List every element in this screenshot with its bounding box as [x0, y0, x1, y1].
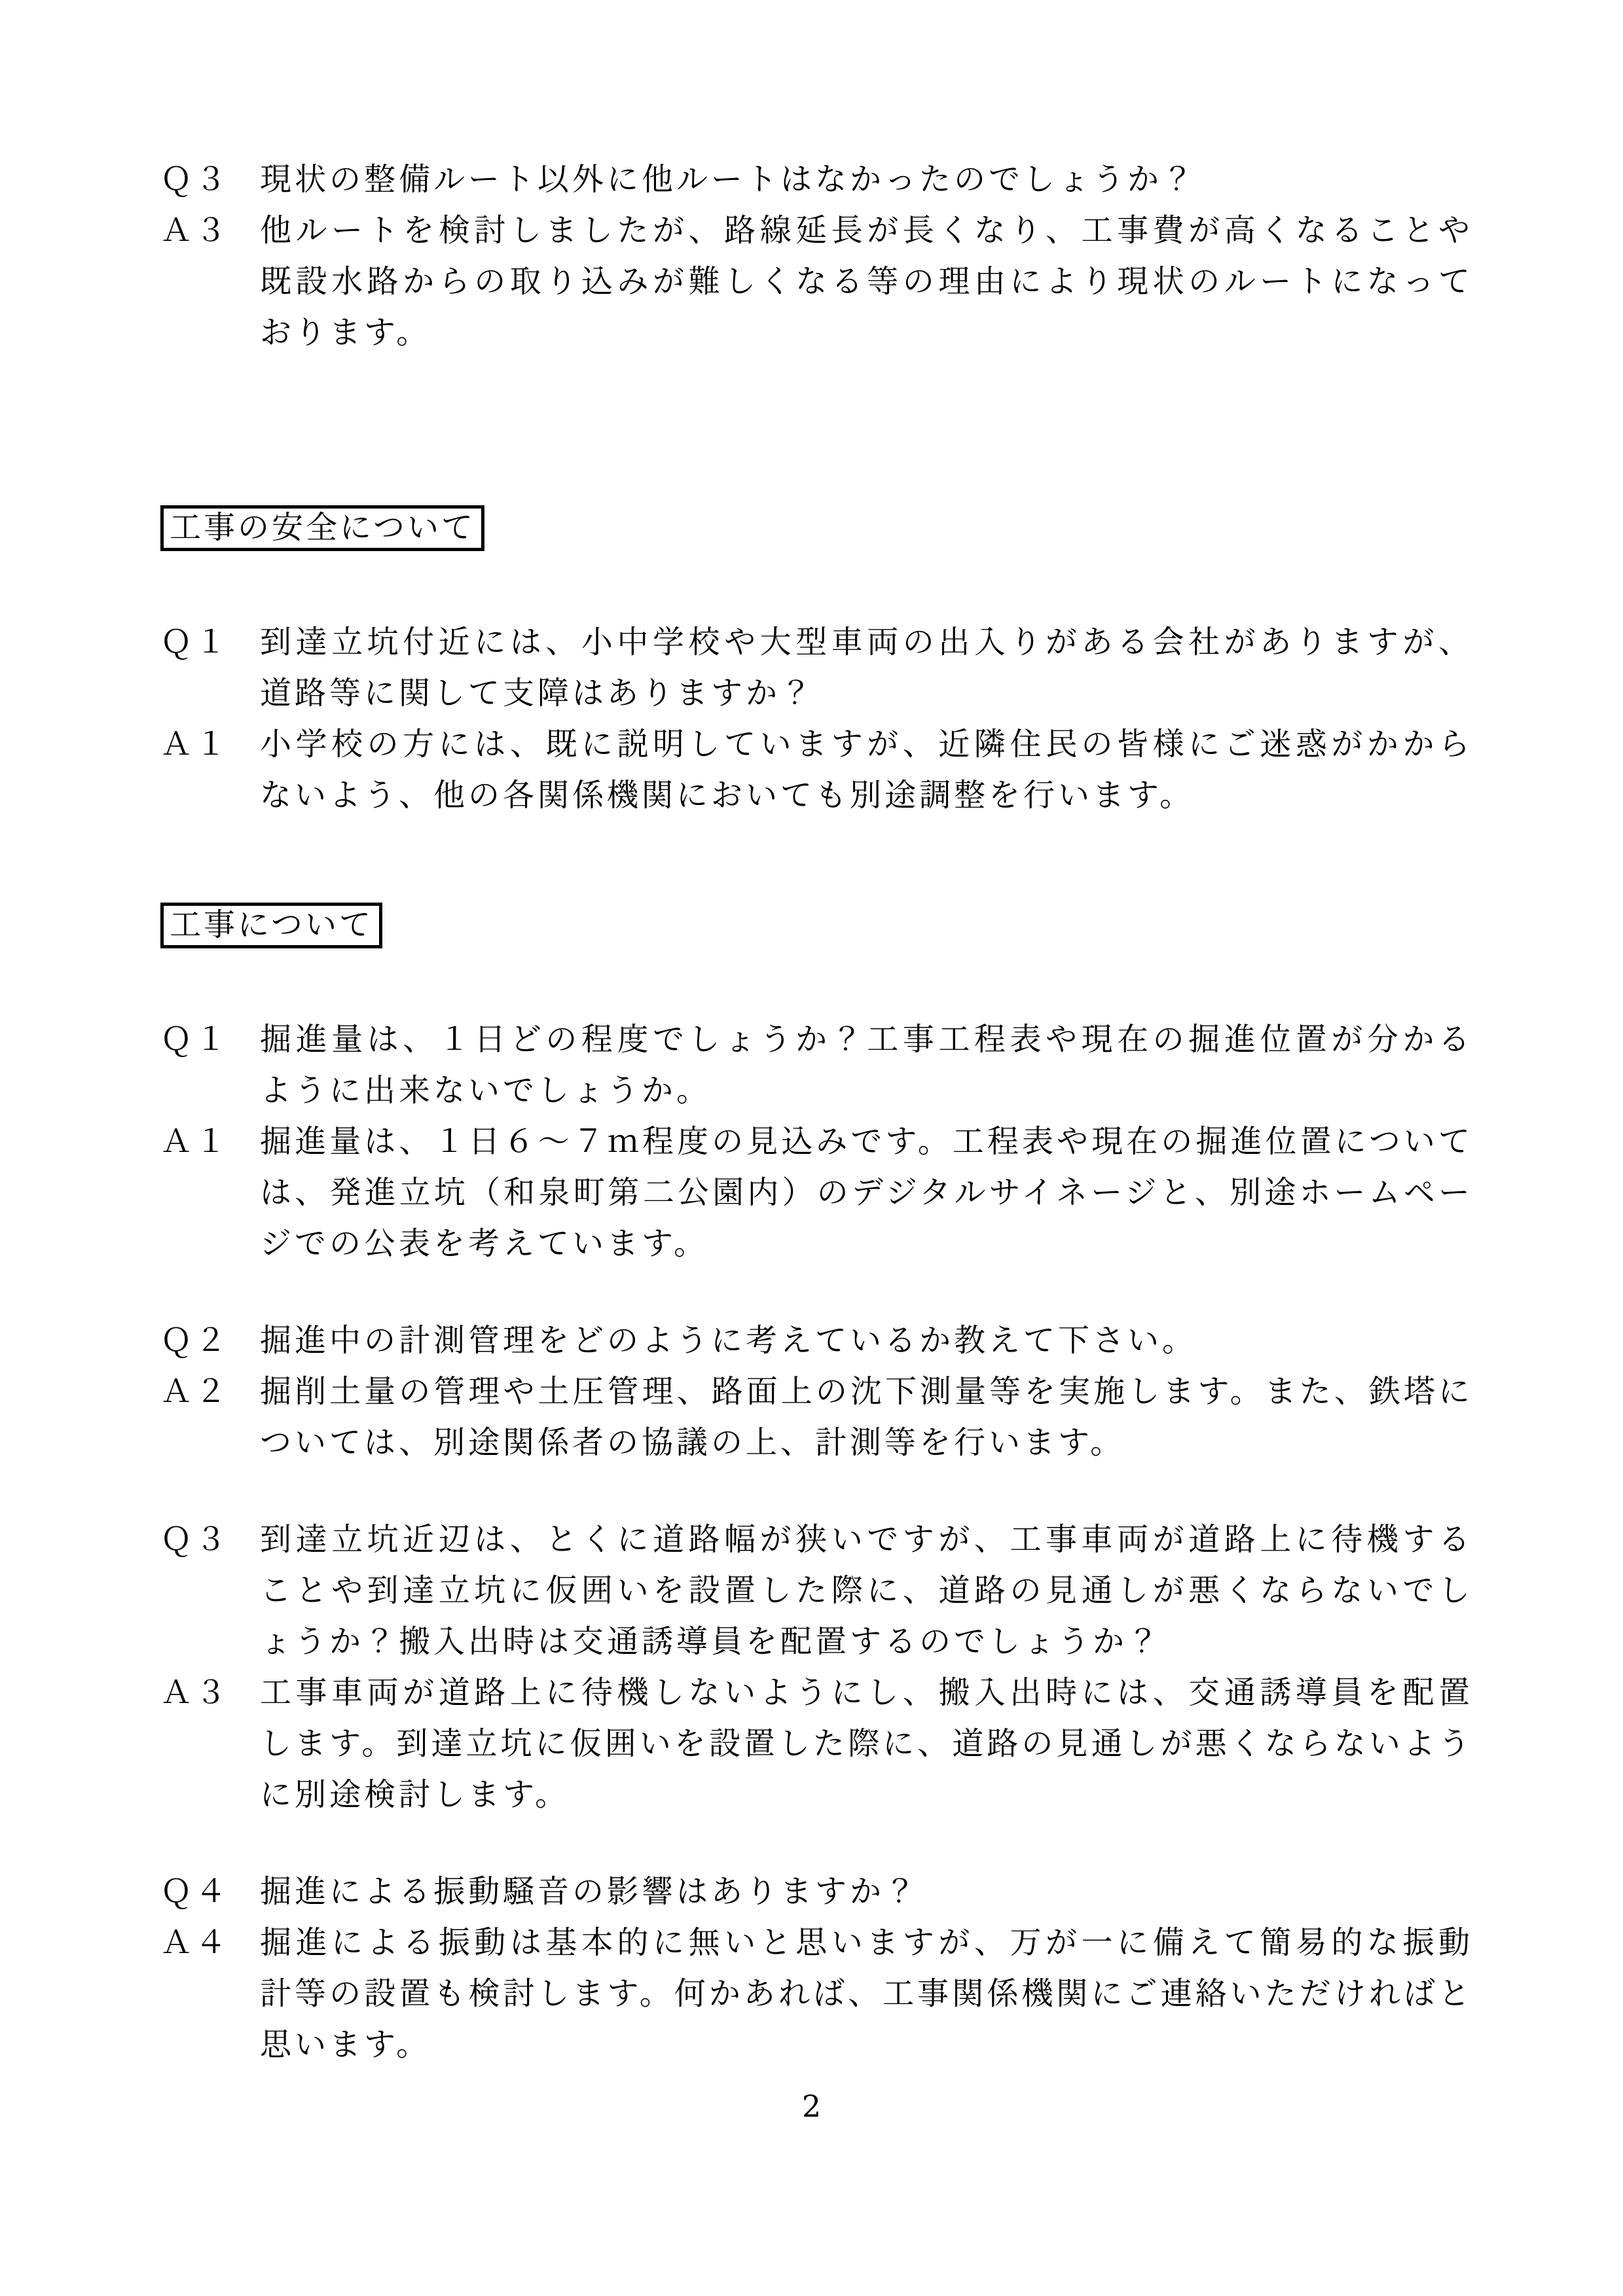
question-label: Ｑ１	[160, 1021, 230, 1058]
document-content	[160, 154, 1473, 2070]
question-row	[160, 1866, 1473, 1917]
answer-text: 掘削土量の管理や土圧管理、路面上の沈下測量等を実施します。また、鉄塔については、別途関係者の協議の上、計測等を行います。	[260, 1373, 1473, 1461]
section-heading-construction-safety: 工事の安全について	[160, 505, 484, 551]
answer-row	[160, 205, 1473, 358]
question-row	[160, 154, 1473, 205]
answer-text: 掘進量は、１日６～７ｍ程度の見込みです。工程表や現在の掘進位置については、発進立坑（和泉町第二公園内）のデジタルサイネージと、別途ホームページでの公表を考えています。	[260, 1123, 1473, 1262]
answer-text: 小学校の方には、既に説明していますが、近隣住民の皆様にご迷惑がかからないよう、他の各関係機関においても別途調整を行います。	[260, 726, 1473, 814]
answer-row	[160, 1917, 1473, 2070]
question-row	[160, 1514, 1473, 1667]
section-heading-construction: 工事について	[160, 903, 382, 948]
question-label: Ｑ２	[160, 1322, 230, 1359]
qa-pair-intro-3	[160, 154, 1473, 358]
answer-row	[160, 1116, 1473, 1269]
qa-pair-construction-1	[160, 1014, 1473, 1269]
question-text: 掘進中の計測管理をどのように考えているか教えて下さい。	[260, 1322, 1197, 1359]
question-row	[160, 617, 1473, 719]
question-label: Ｑ１	[160, 624, 230, 660]
question-row	[160, 1014, 1473, 1116]
question-text: 現状の整備ルート以外に他ルートはなかったのでしょうか？	[260, 161, 1197, 198]
question-label: Ｑ３	[160, 1521, 230, 1558]
answer-row	[160, 1667, 1473, 1820]
answer-label: Ａ２	[160, 1373, 230, 1410]
question-text: 到達立坑近辺は、とくに道路幅が狭いですが、工事車両が道路上に待機することや到達立坑に仮囲いを設置した際に、道路の見通しが悪くならないでしょうか？搬入出時は交通誘導員を配置するのでしょうか？	[260, 1521, 1473, 1660]
page-number: 2	[801, 2089, 822, 2124]
answer-label: Ａ１	[160, 726, 230, 762]
question-label: Ｑ３	[160, 161, 230, 198]
answer-label: Ａ４	[160, 1924, 230, 1961]
qa-pair-construction-3	[160, 1514, 1473, 1820]
question-row	[160, 1315, 1473, 1366]
qa-pair-construction-4	[160, 1866, 1473, 2070]
answer-row	[160, 1366, 1473, 1468]
answer-text: 他ルートを検討しましたが、路線延長が長くなり、工事費が高くなることや既設水路からの取り込みが難しくなる等の理由により現状のルートになっております。	[260, 212, 1473, 351]
question-text: 掘進による振動騒音の影響はありますか？	[260, 1873, 920, 1910]
answer-label: Ａ３	[160, 212, 230, 249]
answer-label: Ａ３	[160, 1674, 230, 1711]
question-text: 到達立坑付近には、小中学校や大型車両の出入りがある会社がありますが、道路等に関して支障はありますか？	[260, 624, 1473, 711]
question-text: 掘進量は、１日どの程度でしょうか？工事工程表や現在の掘進位置が分かるように出来ないでしょうか。	[260, 1021, 1473, 1109]
question-label: Ｑ４	[160, 1873, 230, 1910]
answer-text: 掘進による振動は基本的に無いと思いますが、万が一に備えて簡易的な振動計等の設置も検討します。何かあれば、工事関係機関にご連絡いただければと思います。	[260, 1924, 1473, 2063]
answer-text: 工事車両が道路上に待機しないようにし、搬入出時には、交通誘導員を配置します。到達立坑に仮囲いを設置した際に、道路の見通しが悪くならないように別途検討します。	[260, 1674, 1473, 1813]
answer-label: Ａ１	[160, 1123, 230, 1160]
qa-pair-safety-1	[160, 617, 1473, 821]
qa-pair-construction-2	[160, 1315, 1473, 1468]
answer-row	[160, 719, 1473, 821]
